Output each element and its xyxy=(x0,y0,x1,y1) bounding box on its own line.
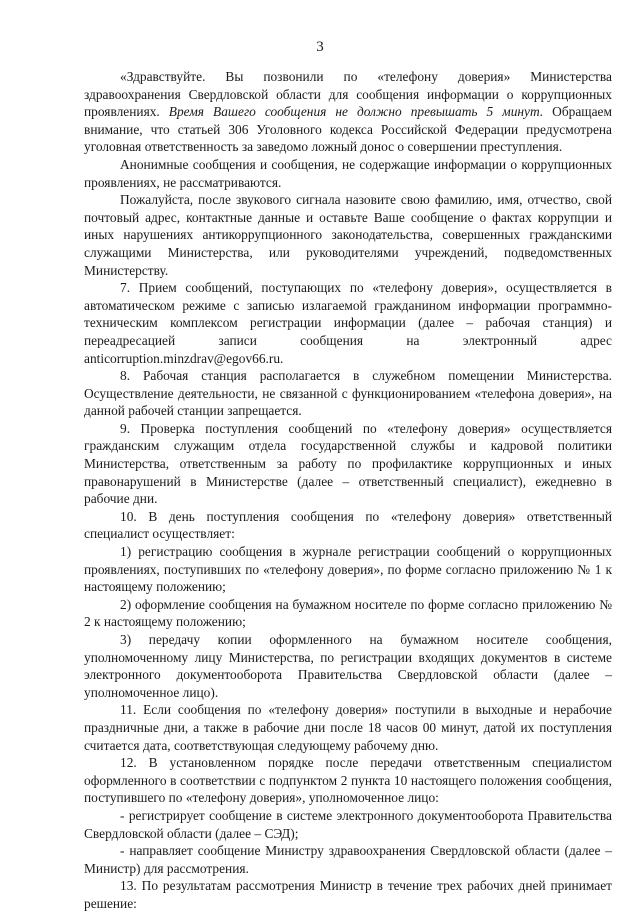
paragraph-7 xyxy=(84,279,612,367)
text-run: «Здравствуйте. Вы позвонили по «телефону доверия» Министерства здравоохранения Свердловской области для сообщения информации о коррупционных проявлениях. xyxy=(84,69,612,120)
text-run: 8. Рабочая станция располагается в служебном помещении Министерства. Осуществление деятельности, не связанной с функционированием «телефона доверия», на данной рабочей станции запрещается. xyxy=(84,368,612,419)
paragraph-9 xyxy=(84,420,612,508)
paragraph-greeting xyxy=(84,68,612,156)
text-run: 10. В день поступления сообщения по «телефону доверия» ответственный специалист осуществляет: xyxy=(84,508,612,542)
text-run: - направляет сообщение Министру здравоохранения Свердловской области (далее – Министр) для рассмотрения. xyxy=(84,843,612,876)
text-run: - регистрирует сообщение в системе электронного документооборота Правительства Свердловской области (далее – СЭД); xyxy=(84,807,612,841)
paragraph-anonymous xyxy=(84,156,612,191)
paragraph-12-item-forward xyxy=(84,842,612,877)
paragraph-10 xyxy=(84,508,612,543)
paragraph-10-item-1 xyxy=(84,543,612,596)
paragraph-12-item-register xyxy=(84,807,612,842)
text-run: Обращаем внимание, что статьей 306 Уголовного кодекса Российской Федерации предусмотрена уголовная ответственность за заведомо ложный донос о совершении преступления. xyxy=(84,104,612,155)
text-run: 13. По результатам рассмотрения Министр в течение трех рабочих дней принимает решение: xyxy=(84,878,612,911)
paragraph-10-item-3 xyxy=(84,631,612,701)
page-number: 3 xyxy=(316,39,324,55)
text-run: 11. Если сообщения по «телефону доверия» поступили в выходные и нерабочие праздничные дни, а также в рабочие дни после 18 часов 00 минут, датой их поступления считается дата, соответствующая следующему рабочему дню. xyxy=(84,702,612,753)
text-run: 12. В установленном порядке после передачи ответственным специалистом оформленного в соответствии с подпунктом 2 пункта 10 настоящего положения сообщения, поступившего по «телефону доверия», уполномоченное лицо: xyxy=(84,755,612,806)
text-run: 2) оформление сообщения на бумажном носителе по форме согласно приложению № 2 к настоящему положению; xyxy=(84,596,612,630)
paragraph-11 xyxy=(84,701,612,754)
text-run: Пожалуйста, после звукового сигнала назовите свою фамилию, имя, отчество, свой почтовый адрес, контактные данные и оставьте Ваше сообщение о фактах коррупции и иных нарушениях антикоррупционного законодательства, совершенных гражданскими служащими Министерства, или руководителями учреждений, подведомственных Министерству. xyxy=(84,192,612,278)
document-body xyxy=(84,68,612,913)
paragraph-10-item-2 xyxy=(84,596,612,631)
text-run: 9. Проверка поступления сообщений по «телефону доверия» осуществляется гражданским служащим отдела государственной службы и кадровой политики Министерства, ответственным за работу по профилактике коррупционных и иных правонарушений в Министерстве (далее – ответственный специалист), ежедневно в рабочие дни. xyxy=(84,420,612,507)
text-run: 3) передачу копии оформленного на бумажном носителе сообщения, уполномоченному лицу Министерства, по регистрации входящих документов в системе электронного документооборота Правительства Свердловской области (далее – уполномоченное лицо). xyxy=(84,632,612,700)
text-run: Анонимные сообщения и сообщения, не содержащие информации о коррупционных проявлениях, не рассматриваются. xyxy=(84,156,612,190)
paragraph-13 xyxy=(84,877,612,912)
text-run: 1) регистрацию сообщения в журнале регистрации сообщений о коррупционных проявлениях, поступивших по «телефону доверия», по форме согласно приложению № 1 к настоящему положению; xyxy=(84,544,612,595)
paragraph-8 xyxy=(84,367,612,420)
paragraph-instructions xyxy=(84,191,612,279)
text-run-italic: Время Вашего сообщения не должно превышать 5 минут. xyxy=(168,104,544,120)
paragraph-12 xyxy=(84,754,612,807)
text-run: 7. Прием сообщений, поступающих по «телефону доверия», осуществляется в автоматическом режиме с записью излагаемой гражданином информации программно-техническим комплексом регистрации информации (далее – рабочая станция) и переадресацией записи сообщения на электронный адрес anticorruption.minzdrav@egov66.ru. xyxy=(84,280,612,366)
